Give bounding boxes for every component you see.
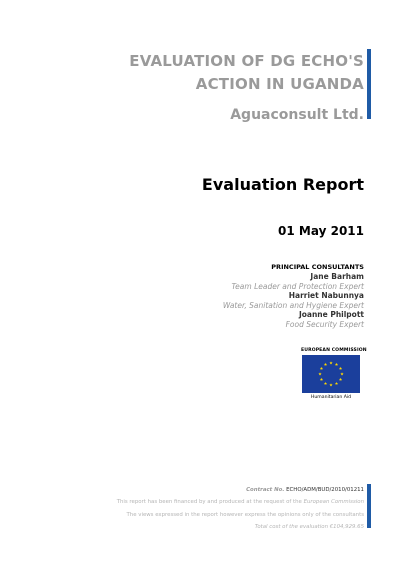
evaluation-cost: Total cost of the evaluation €104,929.65 — [254, 524, 364, 531]
report-main-title — [129, 50, 364, 96]
contract-number: ECHO/ADM/BUD/2010/01211 — [286, 487, 364, 493]
organization-name: Aguaconsult Ltd. — [230, 107, 364, 123]
financing-note — [117, 496, 364, 508]
disclaimer-note: The views expressed in the report however express the opinions only of the consultants — [126, 511, 364, 518]
eu-flag-icon — [302, 355, 360, 393]
footer-accent-bar — [367, 484, 371, 528]
consultant-role: Team Leader and Protection Expert — [231, 281, 364, 291]
european-commission-logo — [301, 348, 367, 400]
eu-flag-background — [302, 355, 360, 393]
logo-bottom-text: Humanitarian Aid — [310, 395, 352, 400]
report-date: 01 May 2011 — [278, 224, 364, 238]
consultants-heading: PRINCIPAL CONSULTANTS — [271, 263, 364, 271]
title-line-1: EVALUATION OF DG ECHO'S — [129, 52, 364, 70]
consultant-name: Jane Barham — [310, 272, 364, 281]
contract-label: Contract No. — [246, 487, 285, 493]
consultant-name: Harriet Nabunnya — [288, 291, 364, 300]
consultant-role: Water, Sanitation and Hygiene Expert — [222, 300, 364, 310]
principal-consultants — [223, 263, 364, 329]
title-accent-bar — [367, 49, 371, 119]
contract-line — [117, 484, 364, 496]
financing-note-text: This report has been financed by and produced at the request of the — [116, 499, 304, 506]
consultant-role: Food Security Expert — [285, 319, 364, 329]
footer-notes — [117, 484, 364, 534]
logo-top-text: EUROPEAN COMMISSION — [301, 348, 367, 353]
title-line-2: ACTION IN UGANDA — [195, 75, 364, 93]
report-type-title: Evaluation Report — [201, 175, 364, 194]
financing-note-entity: European Commission — [303, 499, 364, 506]
consultant-name: Joanne Philpott — [298, 310, 364, 319]
